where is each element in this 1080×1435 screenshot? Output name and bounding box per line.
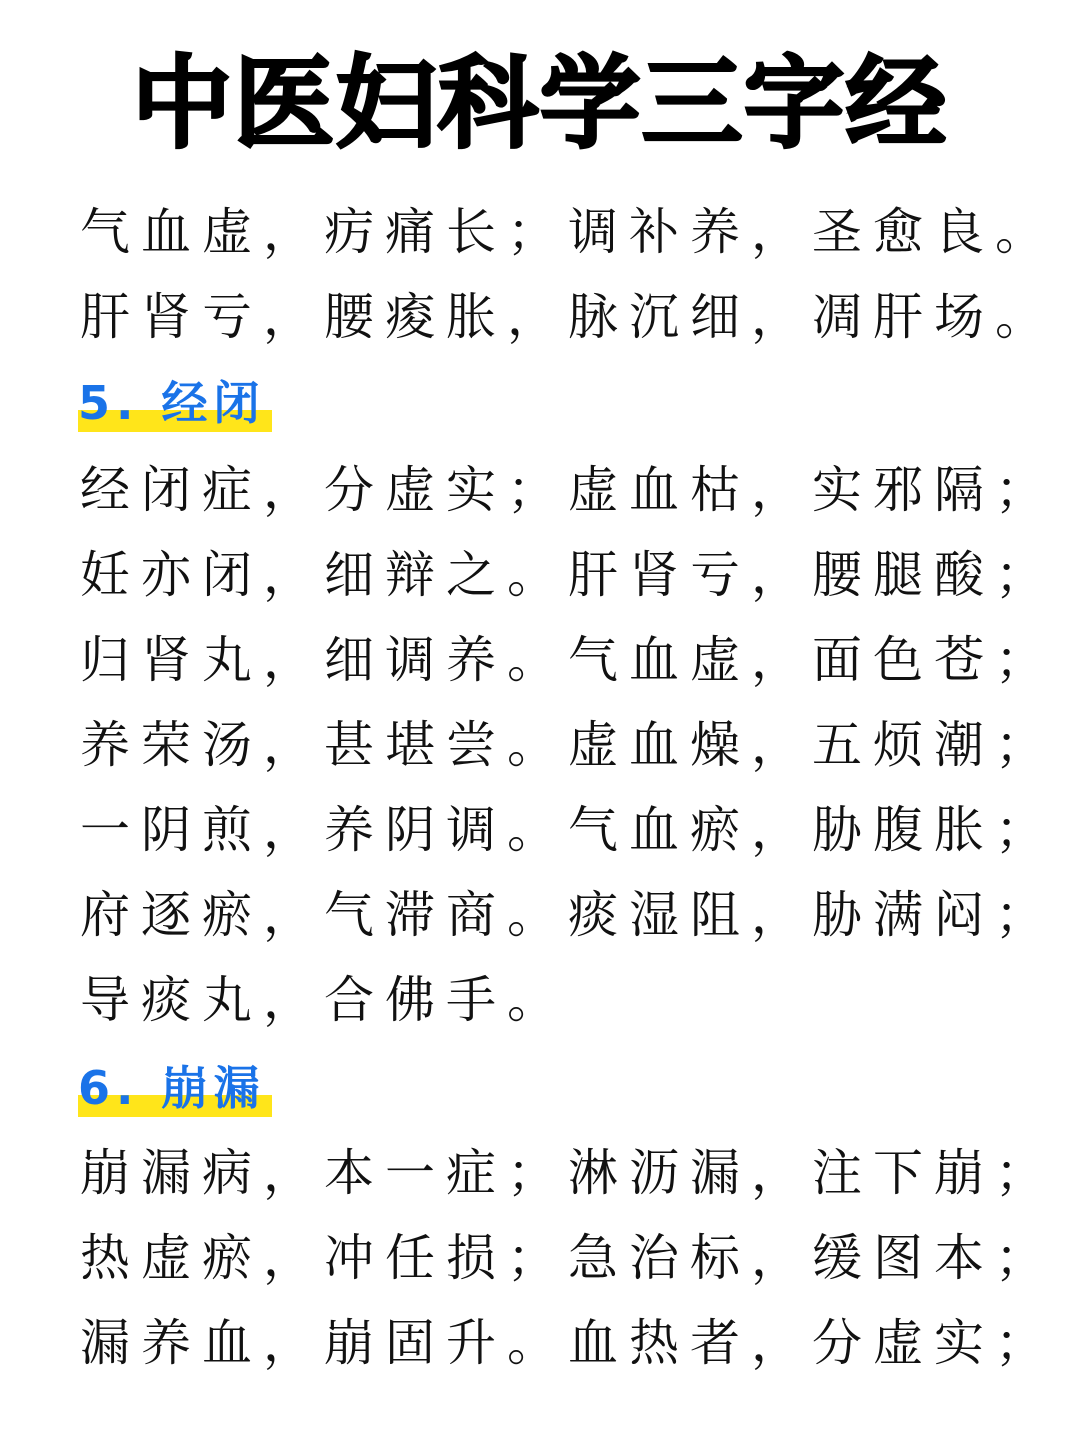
verse-line: 崩漏病，本一症；淋沥漏，注下崩； xyxy=(80,1144,1056,1202)
verse-line: 导痰丸，合佛手。 xyxy=(80,971,568,1029)
verse-line: 漏养血，崩固升。血热者，分虚实； xyxy=(80,1314,1056,1372)
section-heading-6 xyxy=(78,1053,272,1123)
page-title: 中医妇科学三字经 xyxy=(132,45,948,162)
verse-line: 热虚瘀，冲任损；急治标，缓图本； xyxy=(80,1229,1056,1287)
verse-line: 肝肾亏，腰痠胀，脉沉细，凋肝场。 xyxy=(80,288,1056,346)
verse-line: 养荣汤，甚堪尝。虚血燥，五烦潮； xyxy=(80,716,1056,774)
verse-line: 经闭症，分虚实；虚血枯，实邪隔； xyxy=(80,461,1056,519)
verse-line: 府逐瘀，气滞商。痰湿阻，胁满闷； xyxy=(80,886,1056,944)
verse-line: 妊亦闭，细辩之。肝肾亏，腰腿酸； xyxy=(80,546,1056,604)
section-heading-label: 6. 崩漏 xyxy=(78,1061,266,1115)
verse-line: 一阴煎，养阴调。气血瘀，胁腹胀； xyxy=(80,801,1056,859)
section-heading-label: 5. 经闭 xyxy=(78,376,266,430)
verse-line: 归肾丸，细调养。气血虚，面色苍； xyxy=(80,631,1056,689)
section-heading-5 xyxy=(78,368,272,438)
verse-line: 气血虚，疠痛长；调补养，圣愈良。 xyxy=(80,203,1056,261)
